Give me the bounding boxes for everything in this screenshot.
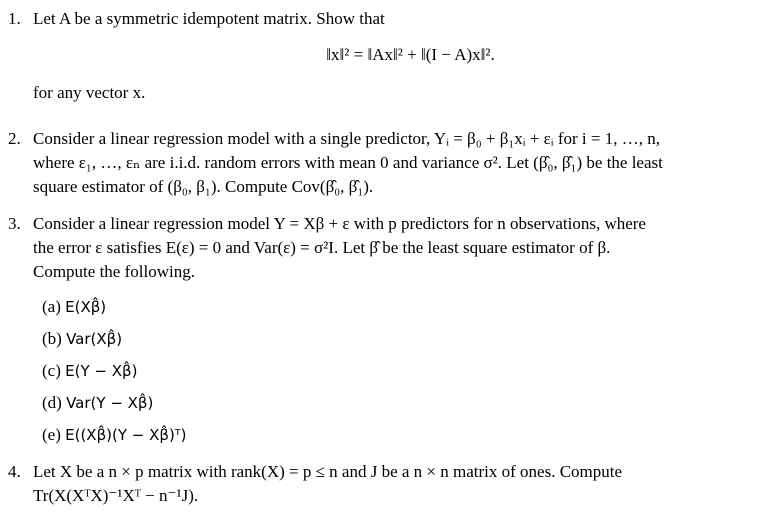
subpart-d xyxy=(42,391,153,415)
problem-line: Consider a linear regression model with a single predictor, Yᵢ = β₀ + β₁xᵢ + εᵢ for i = 1, …, n, xyxy=(33,129,660,148)
problem-line: the error ε satisfies E(ε) = 0 and Var(ε) = σ²I. Let β̂ be the least square estimator of β. xyxy=(33,238,611,257)
problem-1 xyxy=(8,7,768,105)
problem-text xyxy=(33,127,768,199)
subpart-label: (a) xyxy=(42,297,61,316)
subpart-expression: E(Y − Xβ̂) xyxy=(65,362,138,380)
subpart-label: (e) xyxy=(42,425,61,444)
problem-intro: Let A be a symmetric idempotent matrix. Show that xyxy=(33,9,385,28)
problem-line: square estimator of (β₀, β₁). Compute Cov(β̂₀, β̂₁). xyxy=(33,177,374,196)
subpart-c xyxy=(42,359,137,383)
problem-outro: for any vector x. xyxy=(33,83,146,102)
problem-3 xyxy=(8,212,768,284)
problem-text xyxy=(33,7,768,105)
subpart-expression: E(Xβ̂) xyxy=(65,298,107,316)
display-equation: ‖x‖² = ‖Ax‖² + ‖(I − A)x‖². xyxy=(326,45,495,64)
problem-line: Let X be a n × p matrix with rank(X) = p ≤ n and J be a n × n matrix of ones. Compute xyxy=(33,462,623,481)
problem-line: where ε₁, …, εₙ are i.i.d. random errors with mean 0 and variance σ². Let (β̂₀, β̂₁) be the least xyxy=(33,153,663,172)
subpart-a xyxy=(42,295,106,319)
problem-line: Compute the following. xyxy=(33,262,195,281)
subpart-e xyxy=(42,423,186,447)
problem-text xyxy=(33,212,768,284)
problem-4 xyxy=(8,460,768,508)
subpart-b xyxy=(42,327,122,351)
problem-number: 4. xyxy=(8,462,21,481)
problem-number: 1. xyxy=(8,9,21,28)
subpart-label: (d) xyxy=(42,393,62,412)
problem-text xyxy=(33,460,768,508)
subpart-label: (c) xyxy=(42,361,61,380)
problem-line: Tr(X(XᵀX)⁻¹Xᵀ − n⁻¹J). xyxy=(33,486,199,505)
problem-number: 3. xyxy=(8,214,21,233)
problem-2 xyxy=(8,127,768,199)
subpart-expression: Var(Xβ̂) xyxy=(66,330,123,348)
subpart-label: (b) xyxy=(42,329,62,348)
subpart-expression: Var(Y − Xβ̂) xyxy=(66,394,154,412)
problem-line: Consider a linear regression model Y = Xβ + ε with p predictors for n observations, where xyxy=(33,214,646,233)
problem-number: 2. xyxy=(8,129,21,148)
subpart-expression: E((Xβ̂)(Y − Xβ̂)ᵀ) xyxy=(65,426,187,444)
